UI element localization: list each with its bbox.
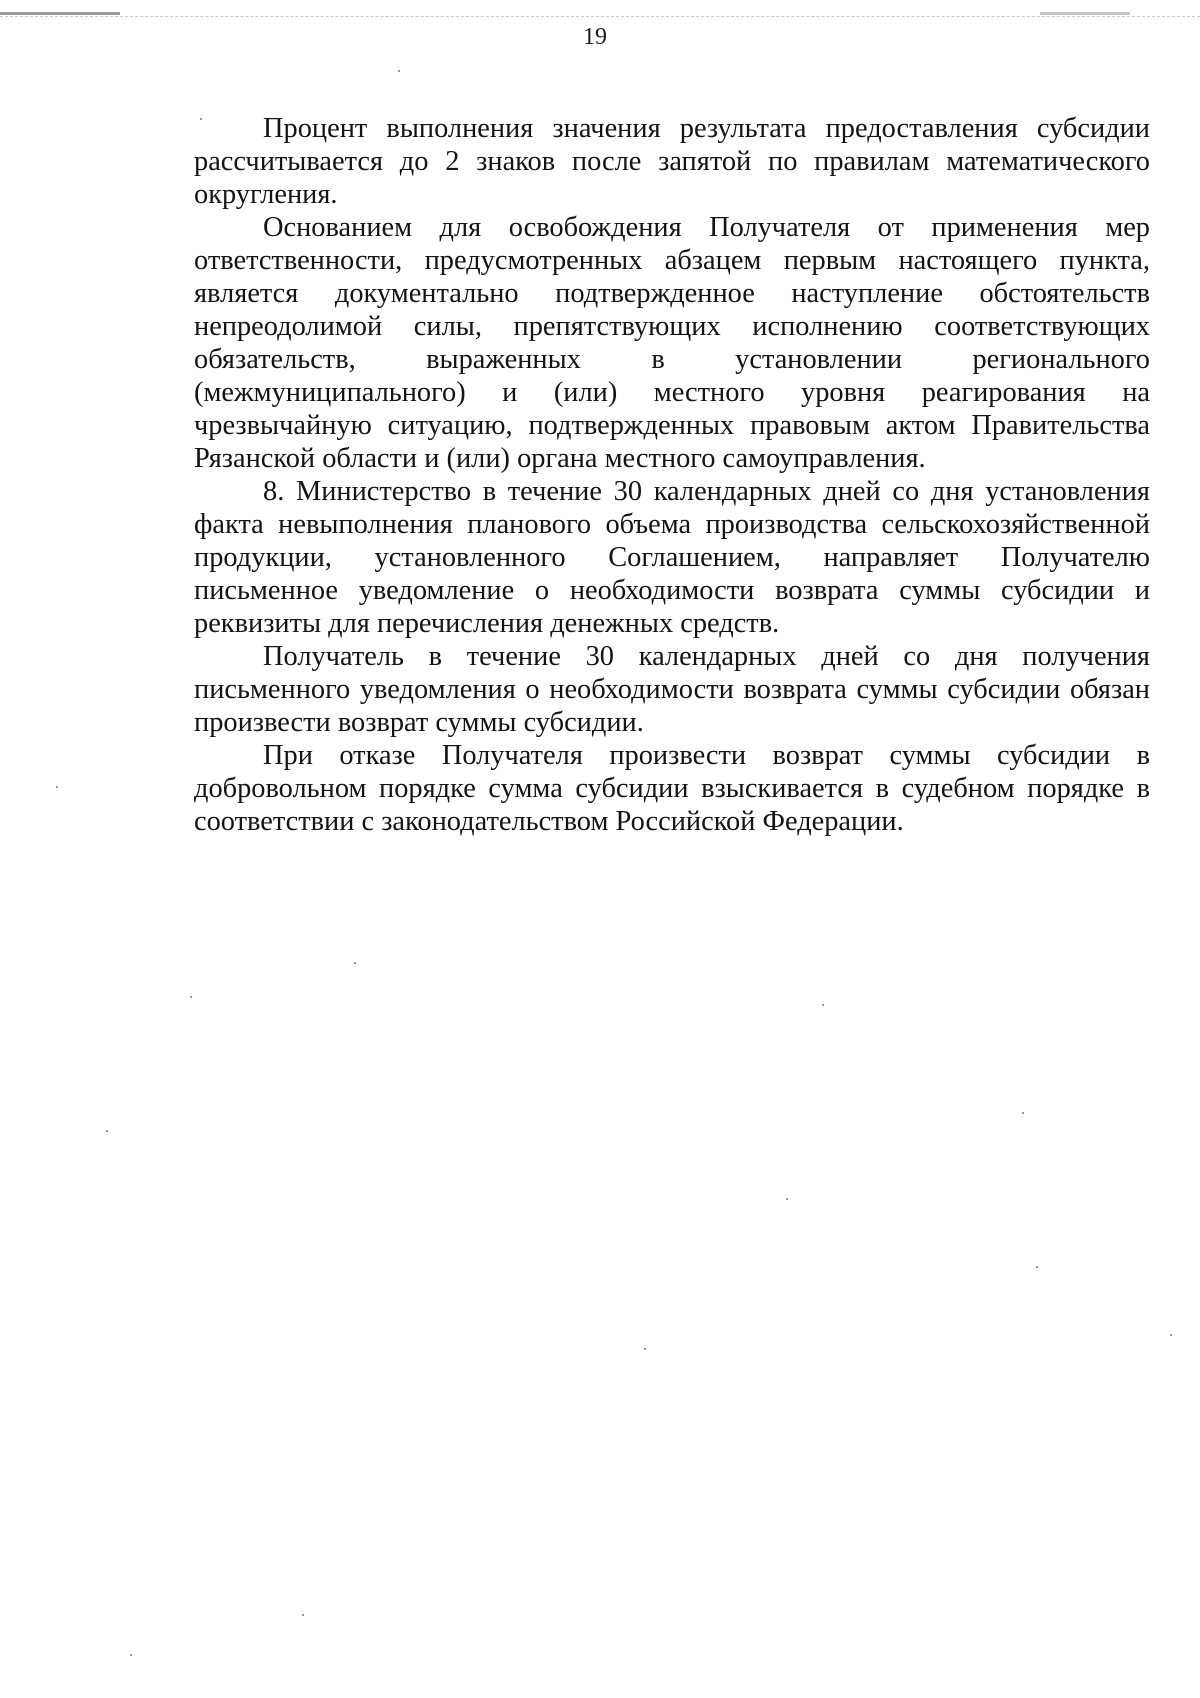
paragraph-recipient-refund: Получатель в течение 30 календарных дней со дня получения письменного уведомления о необходимости возврата суммы субсидии обязан произвести возврат суммы субсидии. bbox=[194, 641, 1150, 738]
scan-artifact-left bbox=[0, 12, 120, 15]
scan-speck bbox=[398, 70, 400, 72]
page-number: 19 bbox=[583, 24, 607, 50]
paragraph-ministry-notice: 8. Министерство в течение 30 календарных дней со дня установления факта невыполнения планового объема производства сельскохозяйственной продукции, установленного Соглашением, направляет Получателю письменное уведомление о необходимости возврата суммы субсидии и реквизиты для перечисления денежных средств. bbox=[194, 476, 1150, 639]
scan-speck bbox=[1022, 1112, 1024, 1114]
scan-speck bbox=[302, 1614, 304, 1616]
scan-speck bbox=[190, 996, 192, 998]
scan-top-edge bbox=[0, 16, 1200, 18]
scan-speck bbox=[822, 1004, 824, 1006]
scan-speck bbox=[354, 962, 356, 964]
scan-speck bbox=[56, 786, 58, 788]
scan-speck bbox=[106, 1130, 108, 1132]
paragraph-percent-rounding: Процент выполнения значения результата предоставления субсидии рассчитывается до 2 знаков после запятой по правилам математического округления. bbox=[194, 113, 1150, 210]
scan-speck bbox=[130, 1654, 132, 1656]
scan-speck bbox=[644, 1348, 646, 1350]
document-body bbox=[194, 112, 1150, 838]
scan-speck bbox=[1036, 1266, 1038, 1268]
scan-artifact-right bbox=[1040, 12, 1130, 15]
scan-speck bbox=[786, 1198, 788, 1200]
scan-speck bbox=[1170, 1334, 1172, 1336]
paragraph-force-majeure: Основанием для освобождения Получателя от применения мер ответственности, предусмотренных абзацем первым настоящего пункта, является документально подтвержденное наступление обстоятельств непреодолимой силы, препятствующих исполнению соответствующих обязательств, выраженных в установлении регионального (межмуниципального) и (или) местного уровня реагирования на чрезвычайную ситуацию, подтвержденных правовым актом Правительства Рязанской области и (или) органа местного самоуправления. bbox=[194, 212, 1150, 474]
paragraph-court-recovery: При отказе Получателя произвести возврат суммы субсидии в добровольном порядке сумма субсидии взыскивается в судебном порядке в соответствии с законодательством Российской Федерации. bbox=[194, 740, 1150, 837]
scan-speck bbox=[200, 118, 202, 120]
